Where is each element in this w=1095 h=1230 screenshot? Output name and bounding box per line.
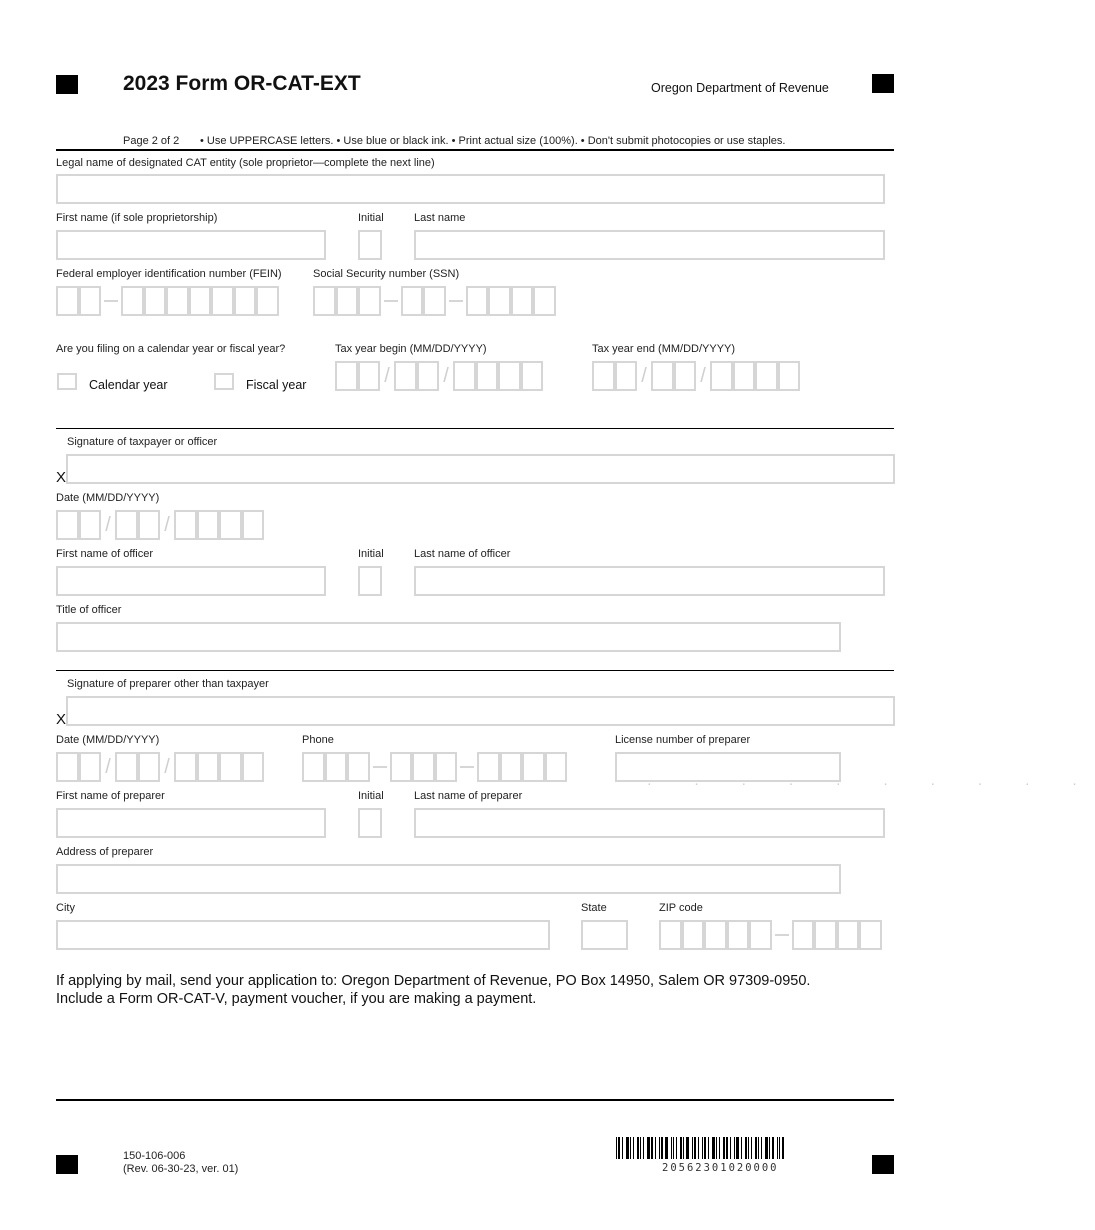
registration-mark-bottom-right [872,1155,894,1174]
preparer-first-name-label: First name of preparer [56,790,165,802]
tax-year-end-input[interactable]: / / [592,361,800,391]
officer-first-name-label: First name of officer [56,548,153,560]
officer-last-name-label: Last name of officer [414,548,511,560]
preparer-address-label: Address of preparer [56,846,154,858]
fiscal-year-label: Fiscal year [246,378,307,392]
preparer-signature-x: X [56,711,67,728]
tax-year-begin-label: Tax year begin (MM/DD/YYYY) [335,343,487,355]
officer-last-name-input[interactable] [414,566,885,596]
barcode [616,1137,787,1159]
initial-label: Initial [358,212,384,224]
officer-title-label: Title of officer [56,604,122,616]
fein-input[interactable] [56,286,279,316]
officer-first-name-input[interactable] [56,566,326,596]
preparer-initial-label: Initial [358,790,384,802]
preparer-signature-label: Signature of preparer other than taxpayer [67,678,269,690]
tax-year-begin-input[interactable]: / / [335,361,543,391]
footer-rule [56,1099,894,1101]
officer-title-input[interactable] [56,622,841,652]
license-placeholder-dots: . . . . . . . . . . [646,775,1095,788]
mailing-instructions-line-1: If applying by mail, send your application to: Oregon Department of Revenue, PO Box 14950, Salem OR 97309-0950. [56,973,811,989]
state-label: State [581,902,607,914]
officer-initial-input[interactable] [358,566,382,596]
mailing-instructions-line-2: Include a Form OR-CAT-V, payment voucher, if you are making a payment. [56,991,537,1007]
ssn-input[interactable] [313,286,556,316]
taxpayer-section-rule [56,428,894,429]
tax-year-end-label: Tax year end (MM/DD/YYYY) [592,343,736,355]
initial-input[interactable] [358,230,382,260]
first-name-label: First name (if sole proprietorship) [56,212,218,224]
preparer-last-name-input[interactable] [414,808,885,838]
taxpayer-date-input[interactable]: / / [56,510,264,540]
preparer-signature-input[interactable] [66,696,895,726]
preparer-license-label: License number of preparer [615,734,751,746]
taxpayer-date-label: Date (MM/DD/YYYY) [56,492,160,504]
legal-name-label: Legal name of designated CAT entity (sole proprietor—complete the next line) [56,157,435,169]
page-number: Page 2 of 2 [123,135,180,147]
calendar-year-checkbox[interactable] [57,373,77,390]
preparer-date-label: Date (MM/DD/YYYY) [56,734,160,746]
zip-label: ZIP code [659,902,703,914]
first-name-input[interactable] [56,230,326,260]
preparer-date-input[interactable]: / / [56,752,264,782]
preparer-address-input[interactable] [56,864,841,894]
form-instructions: • Use UPPERCASE letters. • Use blue or black ink. • Print actual size (100%). • Don't submit photocopies or use staples. [200,135,786,147]
preparer-phone-input[interactable] [302,752,567,782]
taxpayer-signature-x: X [56,469,67,486]
fiscal-year-checkbox[interactable] [214,373,234,390]
filing-question: Are you filing on a calendar year or fiscal year? [56,343,286,355]
ssn-label: Social Security number (SSN) [313,268,460,280]
header-rule [56,149,894,151]
last-name-input[interactable] [414,230,885,260]
zip-input[interactable] [659,920,882,950]
state-input[interactable] [581,920,628,950]
last-name-label: Last name [414,212,466,224]
city-label: City [56,902,75,914]
preparer-initial-input[interactable] [358,808,382,838]
preparer-first-name-input[interactable] [56,808,326,838]
taxpayer-signature-label: Signature of taxpayer or officer [67,436,218,448]
preparer-section-rule [56,670,894,671]
legal-name-input[interactable] [56,174,885,204]
calendar-year-label: Calendar year [89,378,168,392]
form-number: 150-106-006 [123,1150,186,1162]
preparer-phone-label: Phone [302,734,334,746]
agency-name: Oregon Department of Revenue [651,81,829,95]
registration-mark-top-right [872,74,894,93]
fein-label: Federal employer identification number (FEIN) [56,268,282,280]
form-revision: (Rev. 06-30-23, ver. 01) [123,1163,239,1175]
registration-mark-bottom-left [56,1155,78,1174]
registration-mark-top-left [56,75,78,94]
taxpayer-signature-input[interactable] [66,454,895,484]
officer-initial-label: Initial [358,548,384,560]
form-title: 2023 Form OR-CAT-EXT [123,72,361,95]
barcode-number: 20562301020000 [662,1162,779,1174]
city-input[interactable] [56,920,550,950]
preparer-last-name-label: Last name of preparer [414,790,523,802]
